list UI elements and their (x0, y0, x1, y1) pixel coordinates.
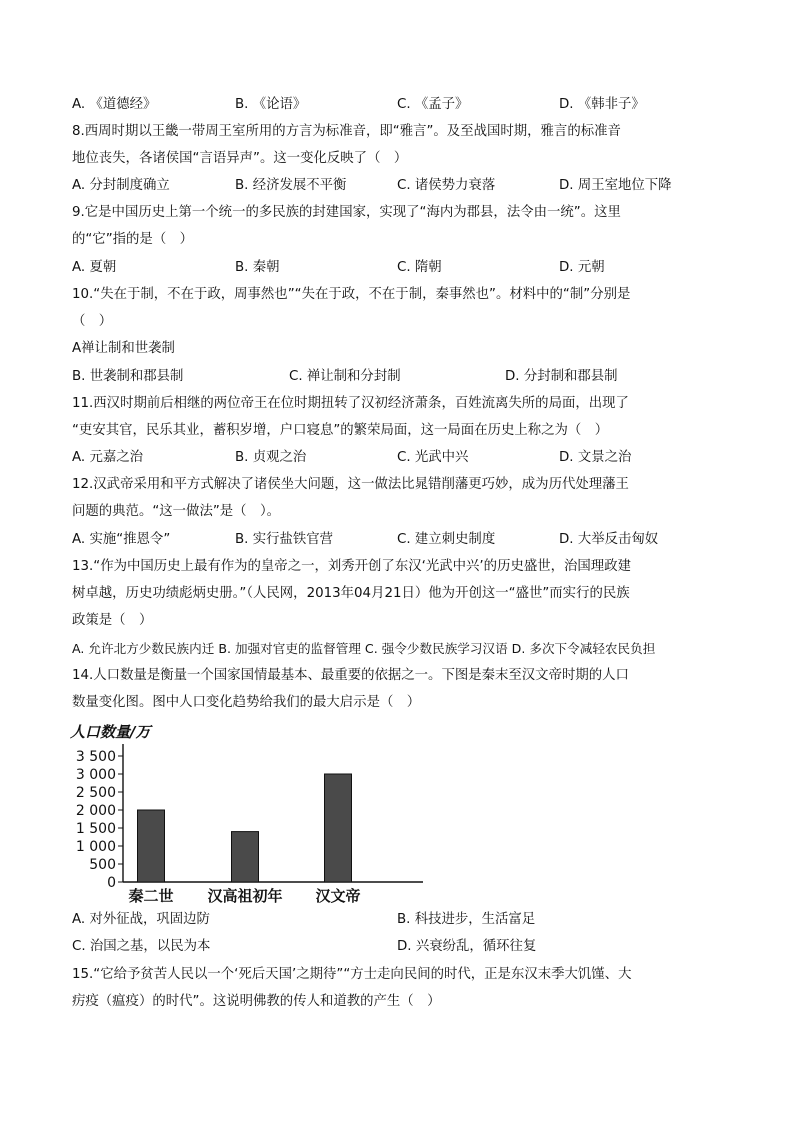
q11-option-a: A. 元嘉之治 (72, 450, 143, 465)
y-tick-label: 3 000 (75, 767, 116, 783)
x-category-label: 汉文帝 (315, 887, 361, 905)
q7-option-b: B. 《论语》 (235, 97, 307, 112)
q14-option-d: D. 兴衰纷乱，循环往复 (397, 939, 537, 954)
q13-stem-line-3: 政策是（ ） (72, 613, 153, 628)
q7-option-c: C. 《孟子》 (397, 97, 469, 112)
q9-stem-line-1: 9.它是中国历史上第一个统一的多民族的封建国家，实现了“海内为郡县，法令由一统”。这里 (72, 205, 621, 220)
q14-option-a: A. 对外征战，巩固边防 (72, 912, 210, 927)
q13-options-line: A. 允许北方少数民族内迁 B. 加强对官吏的监督管理 C. 强令少数民族学习汉语 D. 多次下令减轻农民负担 (72, 641, 656, 656)
q8-option-b: B. 经济发展不平衡 (235, 178, 347, 193)
q15-stem-line-1: 15.“它给予贫苦人民以一个‘死后天国’之期待”“方士走向民间的时代，正是东汉末季大饥馑、大 (72, 967, 632, 982)
q12-option-b: B. 实行盐铁官营 (235, 532, 334, 547)
q9-option-b: B. 秦朝 (235, 260, 280, 275)
q7-option-d: D. 《韩非子》 (559, 97, 645, 112)
bar (232, 832, 259, 882)
q9-option-a: A. 夏朝 (72, 260, 117, 275)
q10-option-b: B. 世袭制和郡县制 (72, 369, 184, 384)
q13-stem-line-1: 13.“作为中国历史上最有作为的皇帝之一，刘秀开创了东汉‘光武中兴’的历史盛世，治国理政建 (72, 559, 631, 574)
q15-stem-line-2: 疠疫（瘟疫）的时代”。这说明佛教的传人和道教的产生（ ） (72, 994, 441, 1009)
y-tick-label: 3 500 (75, 749, 116, 765)
population-bar-chart (68, 720, 428, 906)
q12-stem-line-1: 12.汉武帝采用和平方式解决了诸侯坐大问题，这一做法比晁错削藩更巧妙，成为历代处理藩王 (72, 477, 629, 492)
q10-option-d: D. 分封制和郡县制 (505, 369, 618, 384)
q11-option-d: D. 文景之治 (559, 450, 632, 465)
q14-option-c: C. 治国之基，以民为本 (72, 939, 211, 954)
q9-option-c: C. 隋朝 (397, 260, 442, 275)
q10-option-a: A禅让制和世袭制 (72, 341, 175, 356)
y-tick-label: 0 (107, 875, 116, 891)
q9-stem-line-2: 的“它”指的是（ ） (72, 232, 193, 247)
q10-option-c: C. 禅让制和分封制 (289, 369, 401, 384)
q9-option-d: D. 元朝 (559, 260, 605, 275)
q12-option-a: A. 实施“推恩令” (72, 532, 171, 547)
y-tick-label: 1 500 (75, 821, 116, 837)
q12-option-d: D. 大举反击匈奴 (559, 532, 659, 547)
q8-option-a: A. 分封制度确立 (72, 178, 170, 193)
q14-option-b: B. 科技进步，生活富足 (397, 912, 536, 927)
q8-stem-line-2: 地位丧失，各诸侯国“言语异声”。这一变化反映了（ ） (72, 151, 408, 166)
q14-stem-line-2: 数量变化图。图中人口变化趋势给我们的最大启示是（ ） (72, 695, 421, 710)
x-category-label: 汉高祖初年 (207, 887, 283, 905)
bar (138, 810, 165, 882)
q12-stem-line-2: 问题的典范。“这一做法”是（ ）。 (72, 504, 281, 519)
q11-option-b: B. 贞观之治 (235, 450, 307, 465)
q11-option-c: C. 光武中兴 (397, 450, 469, 465)
q11-stem-line-1: 11.西汉时期前后相继的两位帝王在位时期扭转了汉初经济萧条，百姓流离失所的局面，出现了 (72, 396, 629, 411)
chart-y-label: 人口数量/万 (70, 723, 151, 741)
q11-stem-line-2: “吏安其官，民乐其业，蓄积岁增，户口寝息”的繁荣局面，这一局面在历史上称之为（ ） (72, 423, 609, 438)
x-category-label: 秦二世 (128, 887, 174, 905)
q7-option-a: A. 《道德经》 (72, 97, 157, 112)
bar (325, 774, 352, 882)
q10-stem-line-2: （ ） (72, 314, 113, 329)
q8-stem-line-1: 8.西周时期以王畿一带周王室所用的方言为标准音，即“雅言”。及至战国时期，雅言的标准音 (72, 124, 621, 139)
y-tick-label: 1 000 (75, 839, 116, 855)
q8-option-c: C. 诸侯势力衰落 (397, 178, 496, 193)
q13-stem-line-2: 树卓越，历史功绩彪炳史册。”（人民网，2013年04月21日）他为开创这一“盛世”而实行的民族 (72, 586, 630, 601)
q10-stem-line-1: 10.“失在于制，不在于政，周事然也”“失在于政，不在于制，秦事然也”。材料中的“制”分别是 (72, 287, 631, 302)
q8-option-d: D. 周王室地位下降 (559, 178, 672, 193)
q14-stem-line-1: 14.人口数量是衡量一个国家国情最基本、最重要的依据之一。下图是秦末至汉文帝时期的人口 (72, 668, 629, 683)
y-tick-label: 2 000 (75, 803, 116, 819)
y-tick-label: 2 500 (75, 785, 116, 801)
q12-option-c: C. 建立刺史制度 (397, 532, 496, 547)
y-tick-label: 500 (89, 857, 116, 873)
